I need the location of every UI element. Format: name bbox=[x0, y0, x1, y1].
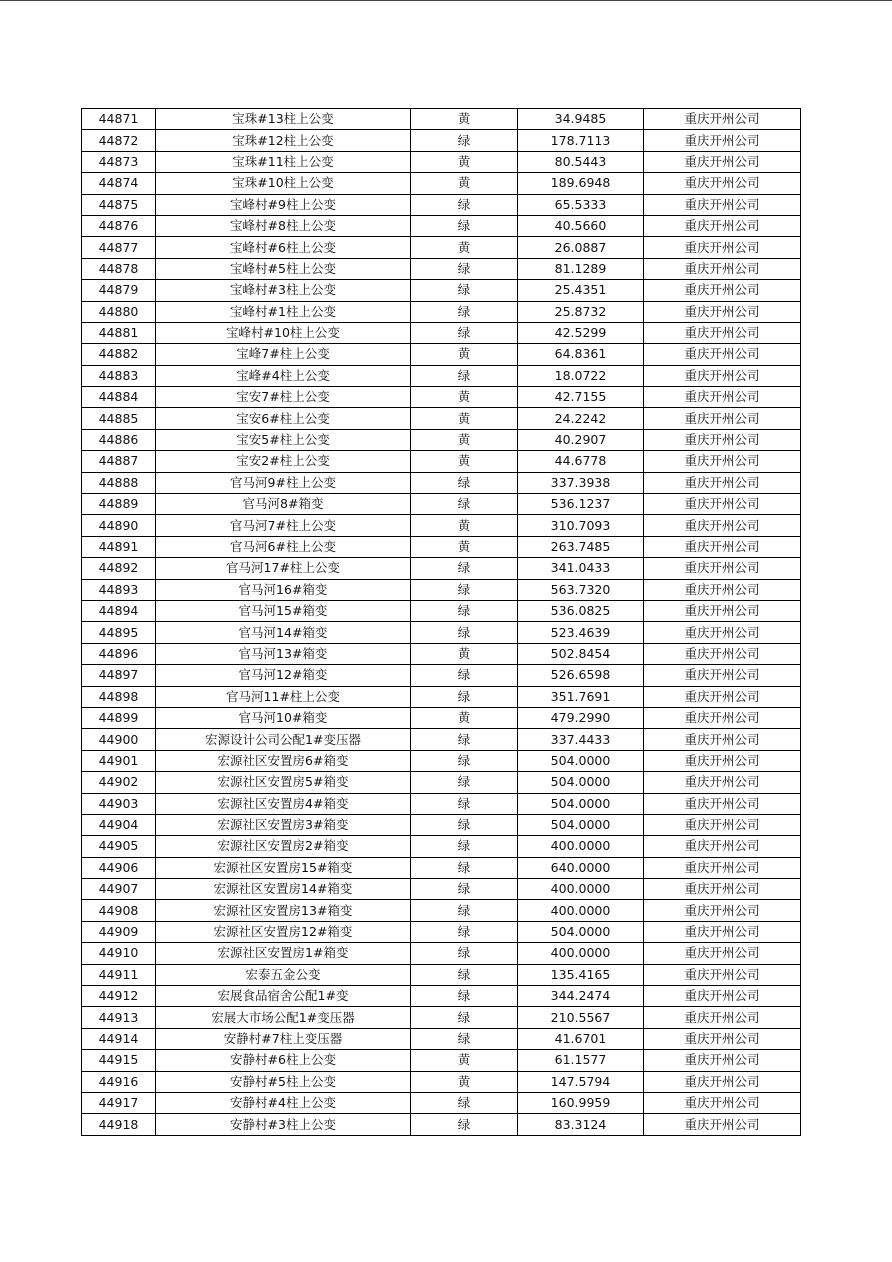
table-row bbox=[82, 173, 801, 194]
cell-value: 25.4351 bbox=[518, 280, 644, 301]
cell-name: 官马河10#箱变 bbox=[156, 707, 411, 728]
cell-company: 重庆开州公司 bbox=[644, 622, 801, 643]
table-row bbox=[82, 515, 801, 536]
cell-company: 重庆开州公司 bbox=[644, 301, 801, 322]
cell-value: 160.9959 bbox=[518, 1092, 644, 1113]
cell-id: 44917 bbox=[82, 1092, 156, 1113]
cell-status: 绿 bbox=[411, 986, 518, 1007]
cell-status: 绿 bbox=[411, 665, 518, 686]
cell-company: 重庆开州公司 bbox=[644, 237, 801, 258]
cell-value: 479.2990 bbox=[518, 707, 644, 728]
cell-value: 40.5660 bbox=[518, 215, 644, 236]
cell-company: 重庆开州公司 bbox=[644, 280, 801, 301]
cell-name: 官马河12#箱变 bbox=[156, 665, 411, 686]
table-row bbox=[82, 600, 801, 621]
cell-id: 44871 bbox=[82, 109, 156, 130]
cell-status: 绿 bbox=[411, 622, 518, 643]
cell-company: 重庆开州公司 bbox=[644, 879, 801, 900]
cell-value: 24.2242 bbox=[518, 408, 644, 429]
cell-status: 黄 bbox=[411, 451, 518, 472]
table-row bbox=[82, 237, 801, 258]
table-row bbox=[82, 900, 801, 921]
cell-value: 351.7691 bbox=[518, 686, 644, 707]
cell-company: 重庆开州公司 bbox=[644, 472, 801, 493]
cell-name: 宝珠#10柱上公变 bbox=[156, 173, 411, 194]
cell-value: 523.4639 bbox=[518, 622, 644, 643]
cell-value: 80.5443 bbox=[518, 151, 644, 172]
cell-id: 44906 bbox=[82, 857, 156, 878]
cell-name: 宏源社区安置房13#箱变 bbox=[156, 900, 411, 921]
table-row bbox=[82, 1028, 801, 1049]
cell-company: 重庆开州公司 bbox=[644, 408, 801, 429]
cell-status: 绿 bbox=[411, 793, 518, 814]
table-row bbox=[82, 365, 801, 386]
table-row bbox=[82, 451, 801, 472]
cell-status: 绿 bbox=[411, 964, 518, 985]
cell-id: 44899 bbox=[82, 707, 156, 728]
cell-company: 重庆开州公司 bbox=[644, 1007, 801, 1028]
cell-name: 官马河17#柱上公变 bbox=[156, 558, 411, 579]
cell-id: 44881 bbox=[82, 322, 156, 343]
cell-value: 135.4165 bbox=[518, 964, 644, 985]
cell-value: 400.0000 bbox=[518, 900, 644, 921]
cell-status: 黄 bbox=[411, 1050, 518, 1071]
cell-status: 黄 bbox=[411, 344, 518, 365]
cell-company: 重庆开州公司 bbox=[644, 194, 801, 215]
cell-company: 重庆开州公司 bbox=[644, 215, 801, 236]
cell-id: 44915 bbox=[82, 1050, 156, 1071]
cell-name: 官马河7#柱上公变 bbox=[156, 515, 411, 536]
cell-company: 重庆开州公司 bbox=[644, 536, 801, 557]
cell-status: 绿 bbox=[411, 857, 518, 878]
cell-company: 重庆开州公司 bbox=[644, 729, 801, 750]
table-row bbox=[82, 558, 801, 579]
cell-value: 25.8732 bbox=[518, 301, 644, 322]
cell-value: 61.1577 bbox=[518, 1050, 644, 1071]
cell-id: 44904 bbox=[82, 814, 156, 835]
cell-id: 44901 bbox=[82, 750, 156, 771]
cell-name: 宝珠#13柱上公变 bbox=[156, 109, 411, 130]
cell-name: 安静村#4柱上公变 bbox=[156, 1092, 411, 1113]
cell-value: 341.0433 bbox=[518, 558, 644, 579]
cell-status: 绿 bbox=[411, 558, 518, 579]
cell-name: 宏源社区安置房5#箱变 bbox=[156, 772, 411, 793]
cell-status: 绿 bbox=[411, 215, 518, 236]
cell-id: 44875 bbox=[82, 194, 156, 215]
cell-name: 安静村#7柱上变压器 bbox=[156, 1028, 411, 1049]
cell-status: 黄 bbox=[411, 1071, 518, 1092]
cell-name: 宝峰村#5柱上公变 bbox=[156, 258, 411, 279]
cell-name: 官马河15#箱变 bbox=[156, 600, 411, 621]
cell-company: 重庆开州公司 bbox=[644, 109, 801, 130]
cell-status: 黄 bbox=[411, 109, 518, 130]
cell-name: 官马河6#柱上公变 bbox=[156, 536, 411, 557]
transformer-table bbox=[81, 108, 801, 1136]
cell-value: 65.5333 bbox=[518, 194, 644, 215]
cell-id: 44900 bbox=[82, 729, 156, 750]
table-row bbox=[82, 943, 801, 964]
cell-name: 官马河11#柱上公变 bbox=[156, 686, 411, 707]
cell-value: 26.0887 bbox=[518, 237, 644, 258]
cell-company: 重庆开州公司 bbox=[644, 1114, 801, 1135]
cell-name: 宏源社区安置房2#箱变 bbox=[156, 836, 411, 857]
table-row bbox=[82, 622, 801, 643]
cell-status: 绿 bbox=[411, 494, 518, 515]
cell-id: 44918 bbox=[82, 1114, 156, 1135]
cell-company: 重庆开州公司 bbox=[644, 429, 801, 450]
cell-id: 44894 bbox=[82, 600, 156, 621]
cell-status: 绿 bbox=[411, 836, 518, 857]
cell-value: 504.0000 bbox=[518, 793, 644, 814]
cell-status: 黄 bbox=[411, 536, 518, 557]
table-row bbox=[82, 986, 801, 1007]
cell-company: 重庆开州公司 bbox=[644, 1071, 801, 1092]
cell-id: 44895 bbox=[82, 622, 156, 643]
cell-company: 重庆开州公司 bbox=[644, 130, 801, 151]
cell-id: 44909 bbox=[82, 921, 156, 942]
cell-id: 44907 bbox=[82, 879, 156, 900]
cell-company: 重庆开州公司 bbox=[644, 643, 801, 664]
cell-name: 官马河13#箱变 bbox=[156, 643, 411, 664]
table-row bbox=[82, 408, 801, 429]
cell-id: 44898 bbox=[82, 686, 156, 707]
cell-status: 绿 bbox=[411, 686, 518, 707]
cell-name: 安静村#6柱上公变 bbox=[156, 1050, 411, 1071]
cell-name: 宝安5#柱上公变 bbox=[156, 429, 411, 450]
cell-value: 42.7155 bbox=[518, 387, 644, 408]
cell-name: 官马河8#箱变 bbox=[156, 494, 411, 515]
cell-company: 重庆开州公司 bbox=[644, 921, 801, 942]
cell-id: 44908 bbox=[82, 900, 156, 921]
table-row bbox=[82, 1092, 801, 1113]
cell-status: 绿 bbox=[411, 579, 518, 600]
cell-status: 绿 bbox=[411, 301, 518, 322]
cell-status: 绿 bbox=[411, 1092, 518, 1113]
cell-name: 宏展食品宿舍公配1#变 bbox=[156, 986, 411, 1007]
cell-status: 绿 bbox=[411, 472, 518, 493]
cell-name: 宝峰村#3柱上公变 bbox=[156, 280, 411, 301]
cell-value: 18.0722 bbox=[518, 365, 644, 386]
cell-id: 44912 bbox=[82, 986, 156, 1007]
table-row bbox=[82, 686, 801, 707]
cell-name: 宏源社区安置房12#箱变 bbox=[156, 921, 411, 942]
cell-status: 绿 bbox=[411, 729, 518, 750]
cell-name: 安静村#5柱上公变 bbox=[156, 1071, 411, 1092]
cell-id: 44879 bbox=[82, 280, 156, 301]
cell-value: 147.5794 bbox=[518, 1071, 644, 1092]
cell-name: 宏源社区安置房14#箱变 bbox=[156, 879, 411, 900]
cell-name: 宏源社区安置房4#箱变 bbox=[156, 793, 411, 814]
cell-company: 重庆开州公司 bbox=[644, 836, 801, 857]
cell-status: 绿 bbox=[411, 130, 518, 151]
cell-company: 重庆开州公司 bbox=[644, 964, 801, 985]
cell-company: 重庆开州公司 bbox=[644, 387, 801, 408]
cell-name: 宏源社区安置房15#箱变 bbox=[156, 857, 411, 878]
cell-id: 44872 bbox=[82, 130, 156, 151]
cell-name: 宝峰7#柱上公变 bbox=[156, 344, 411, 365]
cell-id: 44877 bbox=[82, 237, 156, 258]
cell-status: 绿 bbox=[411, 258, 518, 279]
cell-name: 官马河9#柱上公变 bbox=[156, 472, 411, 493]
cell-status: 绿 bbox=[411, 750, 518, 771]
table-row bbox=[82, 215, 801, 236]
cell-value: 504.0000 bbox=[518, 814, 644, 835]
cell-name: 宏展大市场公配1#变压器 bbox=[156, 1007, 411, 1028]
cell-value: 337.3938 bbox=[518, 472, 644, 493]
cell-value: 400.0000 bbox=[518, 836, 644, 857]
table-row bbox=[82, 750, 801, 771]
table-row bbox=[82, 643, 801, 664]
cell-value: 344.2474 bbox=[518, 986, 644, 1007]
cell-id: 44916 bbox=[82, 1071, 156, 1092]
cell-value: 504.0000 bbox=[518, 772, 644, 793]
cell-company: 重庆开州公司 bbox=[644, 686, 801, 707]
cell-id: 44883 bbox=[82, 365, 156, 386]
cell-status: 黄 bbox=[411, 643, 518, 664]
cell-status: 绿 bbox=[411, 921, 518, 942]
table-row bbox=[82, 151, 801, 172]
cell-id: 44892 bbox=[82, 558, 156, 579]
cell-name: 宏源社区安置房1#箱变 bbox=[156, 943, 411, 964]
table-row bbox=[82, 387, 801, 408]
cell-company: 重庆开州公司 bbox=[644, 986, 801, 1007]
cell-id: 44882 bbox=[82, 344, 156, 365]
cell-company: 重庆开州公司 bbox=[644, 900, 801, 921]
table-row bbox=[82, 322, 801, 343]
cell-value: 210.5567 bbox=[518, 1007, 644, 1028]
cell-id: 44885 bbox=[82, 408, 156, 429]
cell-value: 44.6778 bbox=[518, 451, 644, 472]
cell-name: 宝安7#柱上公变 bbox=[156, 387, 411, 408]
cell-id: 44887 bbox=[82, 451, 156, 472]
table-row bbox=[82, 665, 801, 686]
cell-id: 44893 bbox=[82, 579, 156, 600]
table-row bbox=[82, 1050, 801, 1071]
table-row bbox=[82, 1007, 801, 1028]
table-row bbox=[82, 429, 801, 450]
cell-id: 44896 bbox=[82, 643, 156, 664]
table-row bbox=[82, 130, 801, 151]
cell-value: 502.8454 bbox=[518, 643, 644, 664]
cell-id: 44874 bbox=[82, 173, 156, 194]
cell-status: 绿 bbox=[411, 879, 518, 900]
cell-name: 宝峰村#8柱上公变 bbox=[156, 215, 411, 236]
cell-company: 重庆开州公司 bbox=[644, 151, 801, 172]
table-row bbox=[82, 494, 801, 515]
table-row bbox=[82, 964, 801, 985]
cell-name: 宏泰五金公变 bbox=[156, 964, 411, 985]
cell-company: 重庆开州公司 bbox=[644, 365, 801, 386]
table-row bbox=[82, 344, 801, 365]
cell-status: 黄 bbox=[411, 707, 518, 728]
cell-name: 宏源设计公司公配1#变压器 bbox=[156, 729, 411, 750]
cell-id: 44890 bbox=[82, 515, 156, 536]
cell-id: 44876 bbox=[82, 215, 156, 236]
table-row bbox=[82, 536, 801, 557]
cell-name: 宝峰村#10柱上公变 bbox=[156, 322, 411, 343]
cell-value: 34.9485 bbox=[518, 109, 644, 130]
cell-status: 绿 bbox=[411, 194, 518, 215]
cell-name: 宝峰村#6柱上公变 bbox=[156, 237, 411, 258]
cell-id: 44880 bbox=[82, 301, 156, 322]
table-row bbox=[82, 814, 801, 835]
cell-status: 绿 bbox=[411, 1007, 518, 1028]
cell-status: 黄 bbox=[411, 237, 518, 258]
cell-company: 重庆开州公司 bbox=[644, 857, 801, 878]
cell-value: 42.5299 bbox=[518, 322, 644, 343]
cell-value: 40.2907 bbox=[518, 429, 644, 450]
cell-value: 41.6701 bbox=[518, 1028, 644, 1049]
cell-value: 64.8361 bbox=[518, 344, 644, 365]
cell-company: 重庆开州公司 bbox=[644, 494, 801, 515]
cell-value: 504.0000 bbox=[518, 750, 644, 771]
cell-status: 黄 bbox=[411, 429, 518, 450]
cell-company: 重庆开州公司 bbox=[644, 707, 801, 728]
cell-company: 重庆开州公司 bbox=[644, 558, 801, 579]
cell-company: 重庆开州公司 bbox=[644, 943, 801, 964]
table-row bbox=[82, 793, 801, 814]
cell-status: 黄 bbox=[411, 408, 518, 429]
table-row bbox=[82, 857, 801, 878]
cell-name: 宝安6#柱上公变 bbox=[156, 408, 411, 429]
cell-id: 44913 bbox=[82, 1007, 156, 1028]
cell-value: 81.1289 bbox=[518, 258, 644, 279]
cell-status: 绿 bbox=[411, 280, 518, 301]
cell-company: 重庆开州公司 bbox=[644, 515, 801, 536]
cell-id: 44897 bbox=[82, 665, 156, 686]
cell-status: 绿 bbox=[411, 1114, 518, 1135]
cell-name: 宝峰村#9柱上公变 bbox=[156, 194, 411, 215]
cell-name: 宏源社区安置房6#箱变 bbox=[156, 750, 411, 771]
cell-company: 重庆开州公司 bbox=[644, 1050, 801, 1071]
cell-company: 重庆开州公司 bbox=[644, 665, 801, 686]
cell-status: 绿 bbox=[411, 600, 518, 621]
table-row bbox=[82, 194, 801, 215]
cell-value: 337.4433 bbox=[518, 729, 644, 750]
cell-company: 重庆开州公司 bbox=[644, 258, 801, 279]
cell-name: 宝峰村#1柱上公变 bbox=[156, 301, 411, 322]
table-row bbox=[82, 280, 801, 301]
cell-status: 黄 bbox=[411, 151, 518, 172]
cell-id: 44910 bbox=[82, 943, 156, 964]
cell-name: 官马河14#箱变 bbox=[156, 622, 411, 643]
table-row bbox=[82, 1114, 801, 1135]
cell-company: 重庆开州公司 bbox=[644, 600, 801, 621]
table-row bbox=[82, 729, 801, 750]
cell-company: 重庆开州公司 bbox=[644, 173, 801, 194]
cell-name: 官马河16#箱变 bbox=[156, 579, 411, 600]
cell-name: 宝珠#11柱上公变 bbox=[156, 151, 411, 172]
cell-id: 44891 bbox=[82, 536, 156, 557]
cell-status: 绿 bbox=[411, 772, 518, 793]
cell-name: 宝安2#柱上公变 bbox=[156, 451, 411, 472]
cell-value: 536.1237 bbox=[518, 494, 644, 515]
table-row bbox=[82, 879, 801, 900]
cell-company: 重庆开州公司 bbox=[644, 344, 801, 365]
table-row bbox=[82, 472, 801, 493]
cell-status: 黄 bbox=[411, 515, 518, 536]
cell-company: 重庆开州公司 bbox=[644, 322, 801, 343]
cell-value: 640.0000 bbox=[518, 857, 644, 878]
cell-status: 黄 bbox=[411, 387, 518, 408]
cell-company: 重庆开州公司 bbox=[644, 750, 801, 771]
cell-name: 宏源社区安置房3#箱变 bbox=[156, 814, 411, 835]
cell-name: 安静村#3柱上公变 bbox=[156, 1114, 411, 1135]
cell-value: 178.7113 bbox=[518, 130, 644, 151]
cell-id: 44914 bbox=[82, 1028, 156, 1049]
table-row bbox=[82, 836, 801, 857]
cell-company: 重庆开州公司 bbox=[644, 579, 801, 600]
cell-value: 189.6948 bbox=[518, 173, 644, 194]
cell-company: 重庆开州公司 bbox=[644, 814, 801, 835]
cell-company: 重庆开州公司 bbox=[644, 793, 801, 814]
cell-value: 504.0000 bbox=[518, 921, 644, 942]
table-row bbox=[82, 772, 801, 793]
cell-value: 263.7485 bbox=[518, 536, 644, 557]
cell-company: 重庆开州公司 bbox=[644, 1028, 801, 1049]
cell-company: 重庆开州公司 bbox=[644, 451, 801, 472]
cell-value: 563.7320 bbox=[518, 579, 644, 600]
cell-status: 绿 bbox=[411, 900, 518, 921]
cell-value: 400.0000 bbox=[518, 943, 644, 964]
table-body bbox=[82, 109, 801, 1136]
cell-id: 44886 bbox=[82, 429, 156, 450]
cell-id: 44903 bbox=[82, 793, 156, 814]
cell-id: 44888 bbox=[82, 472, 156, 493]
cell-id: 44911 bbox=[82, 964, 156, 985]
table-row bbox=[82, 1071, 801, 1092]
cell-id: 44902 bbox=[82, 772, 156, 793]
cell-name: 宝珠#12柱上公变 bbox=[156, 130, 411, 151]
cell-status: 绿 bbox=[411, 814, 518, 835]
table-row bbox=[82, 579, 801, 600]
cell-value: 400.0000 bbox=[518, 879, 644, 900]
table-row bbox=[82, 921, 801, 942]
cell-status: 绿 bbox=[411, 943, 518, 964]
cell-company: 重庆开州公司 bbox=[644, 1092, 801, 1113]
table-row bbox=[82, 301, 801, 322]
cell-value: 83.3124 bbox=[518, 1114, 644, 1135]
cell-name: 宝峰#4柱上公变 bbox=[156, 365, 411, 386]
table-row bbox=[82, 707, 801, 728]
cell-company: 重庆开州公司 bbox=[644, 772, 801, 793]
cell-status: 绿 bbox=[411, 365, 518, 386]
cell-id: 44884 bbox=[82, 387, 156, 408]
cell-id: 44873 bbox=[82, 151, 156, 172]
table-row bbox=[82, 258, 801, 279]
cell-status: 绿 bbox=[411, 1028, 518, 1049]
cell-id: 44905 bbox=[82, 836, 156, 857]
cell-value: 526.6598 bbox=[518, 665, 644, 686]
table-row bbox=[82, 109, 801, 130]
page-top-border bbox=[0, 0, 892, 1]
cell-status: 绿 bbox=[411, 322, 518, 343]
cell-id: 44889 bbox=[82, 494, 156, 515]
cell-status: 黄 bbox=[411, 173, 518, 194]
cell-value: 310.7093 bbox=[518, 515, 644, 536]
cell-id: 44878 bbox=[82, 258, 156, 279]
cell-value: 536.0825 bbox=[518, 600, 644, 621]
